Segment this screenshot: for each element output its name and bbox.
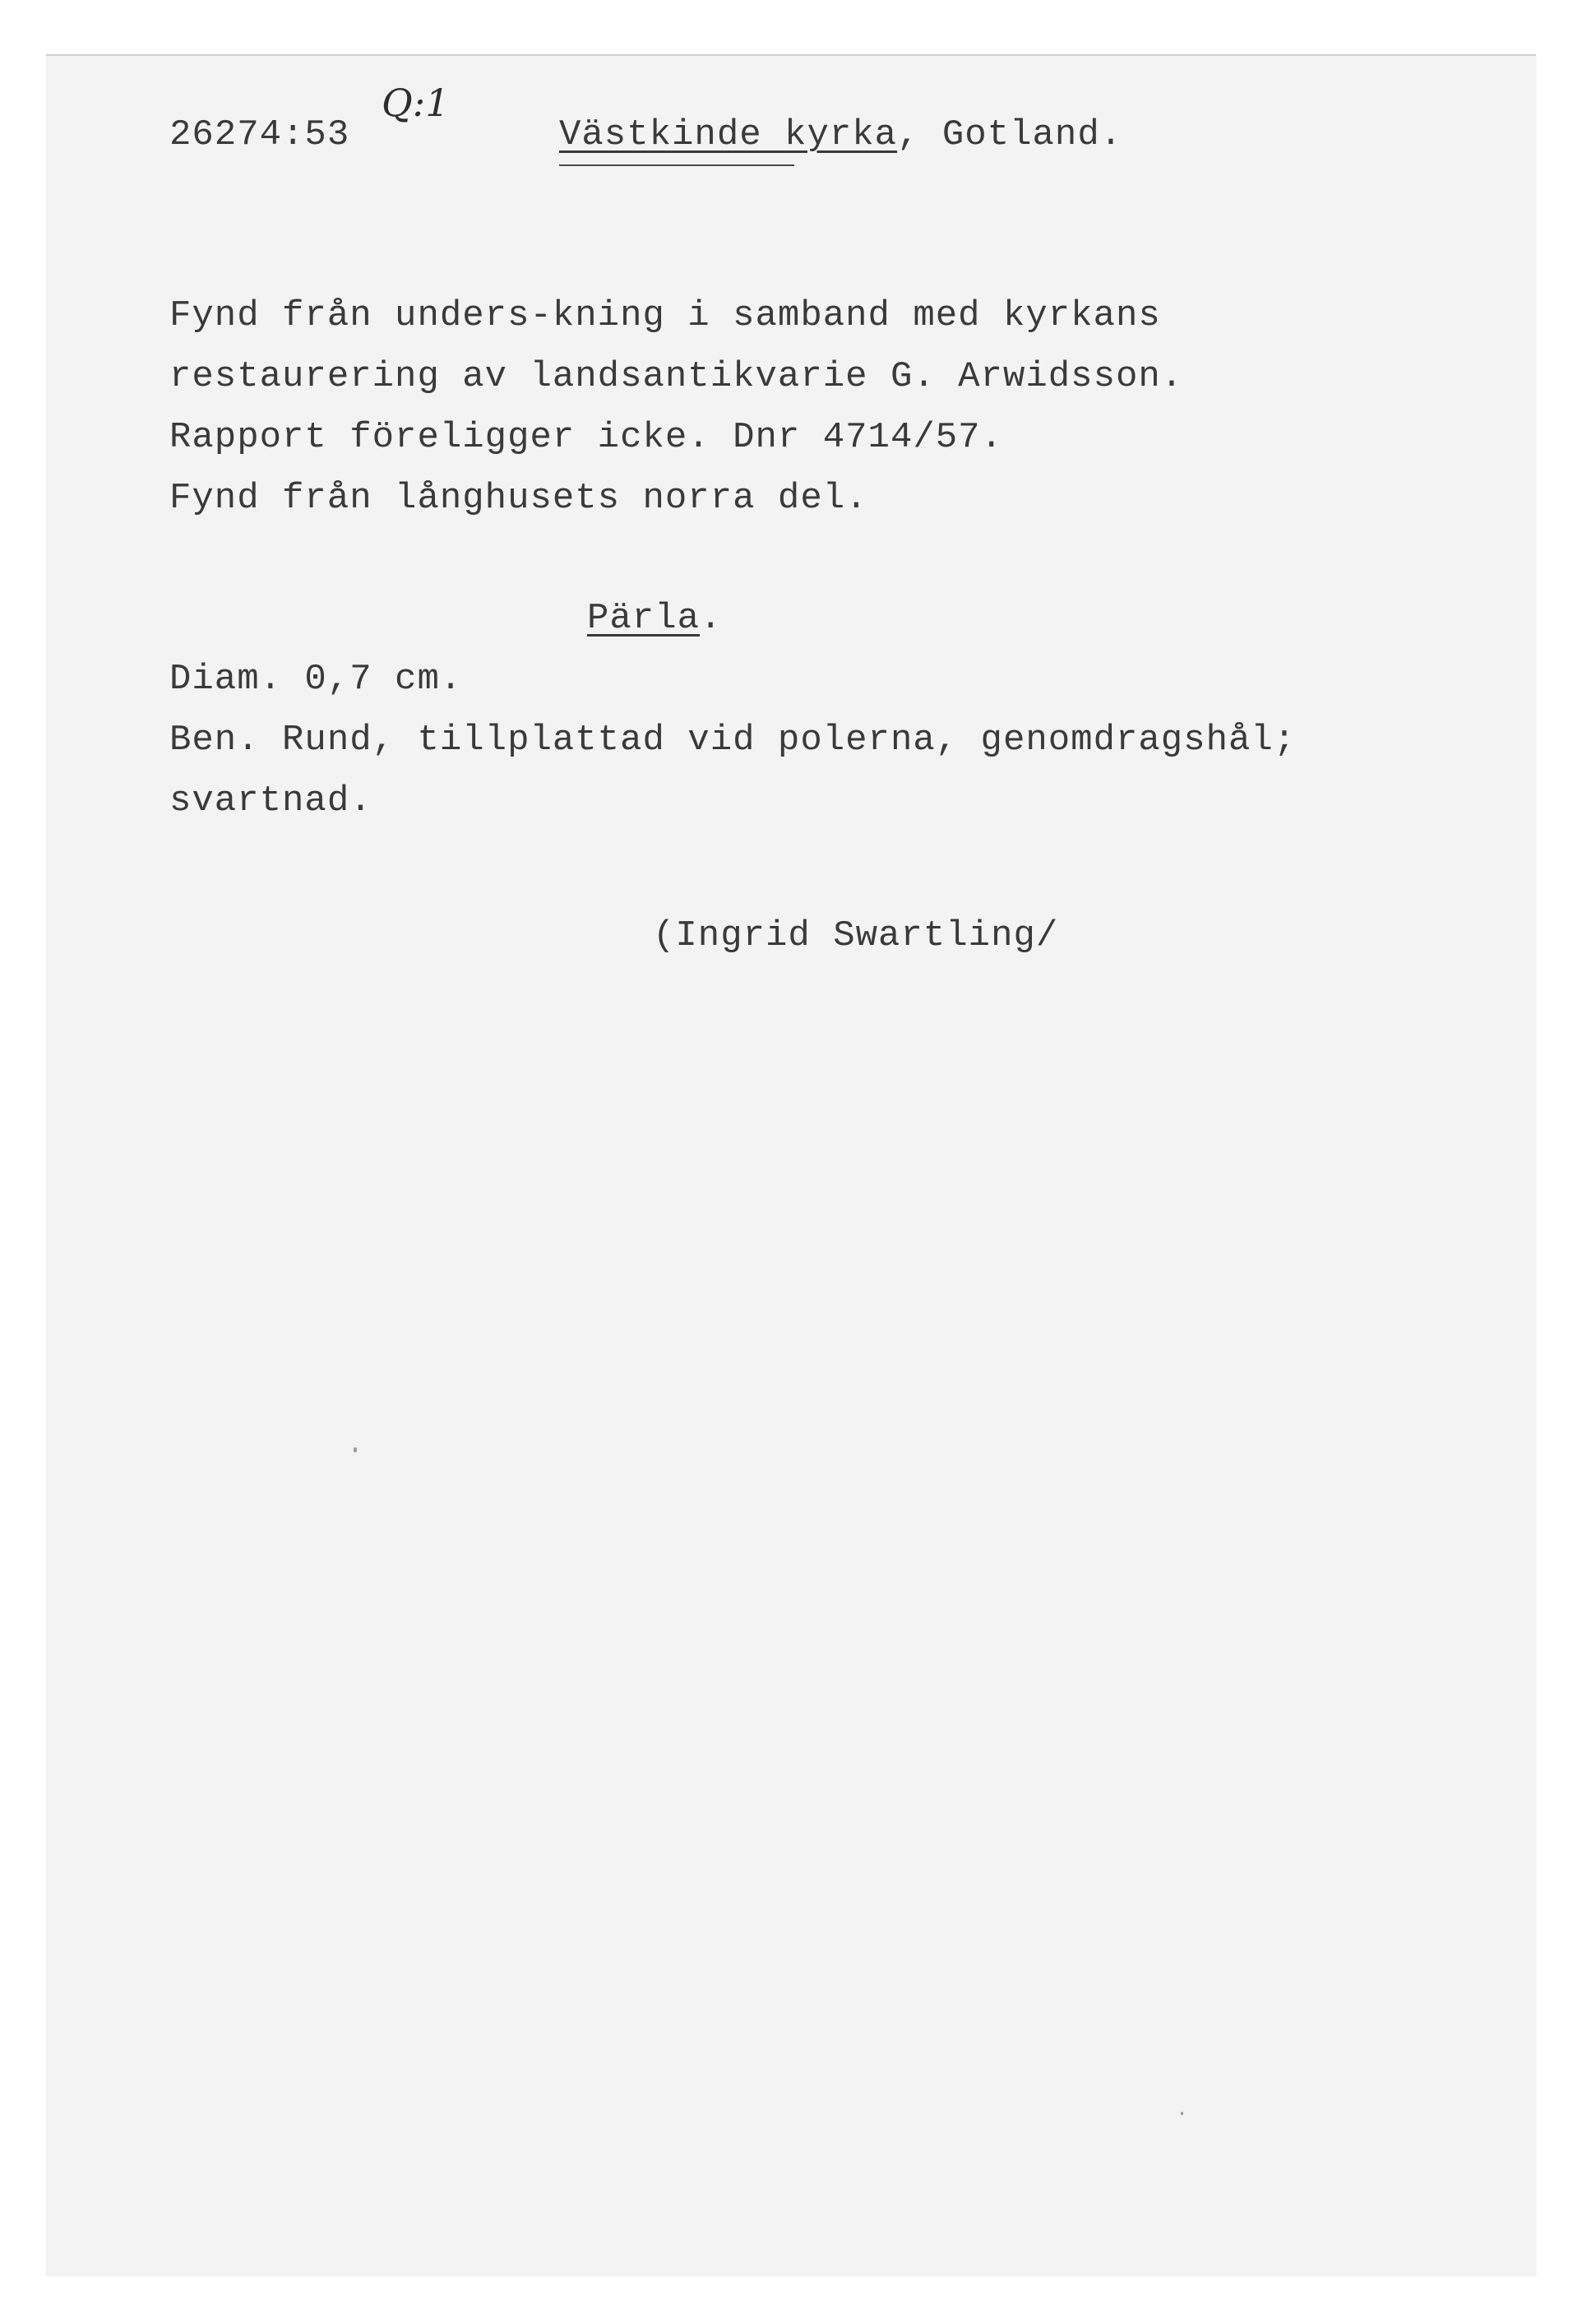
object-title-suffix: . — [700, 598, 723, 639]
object-title-line — [587, 600, 722, 637]
body-line-1: Fynd från unders-kning i samband med kyrkans — [169, 295, 1161, 336]
object-title: Pärla — [587, 598, 701, 639]
body-line-2: restaurering av landsantikvarie G. Arwidsson. — [169, 356, 1184, 397]
location-suffix: , Gotland. — [897, 114, 1123, 155]
body-line-4: Fynd från långhusets norra del. — [169, 478, 868, 519]
description-line-3: svartnad. — [169, 780, 372, 822]
accession-number: 26274:53 — [169, 114, 350, 155]
body-line-3: Rapport föreligger icke. Dnr 4714/57. — [169, 417, 1003, 458]
description-line-1: Diam. 0,7 cm. — [169, 659, 463, 700]
location-name: Västkinde kyrka — [559, 114, 898, 155]
handwritten-mark: Q:1 — [382, 81, 450, 125]
location-underline — [559, 164, 794, 166]
location-heading — [559, 114, 1123, 155]
description-line-2: Ben. Rund, tillplattad vid polerna, genomdragshål; — [169, 720, 1297, 761]
signature: (Ingrid Swartling/ — [653, 915, 1059, 956]
paper-speck — [354, 1447, 357, 1452]
paper-speck — [1181, 2112, 1183, 2115]
catalog-card — [46, 54, 1536, 2276]
